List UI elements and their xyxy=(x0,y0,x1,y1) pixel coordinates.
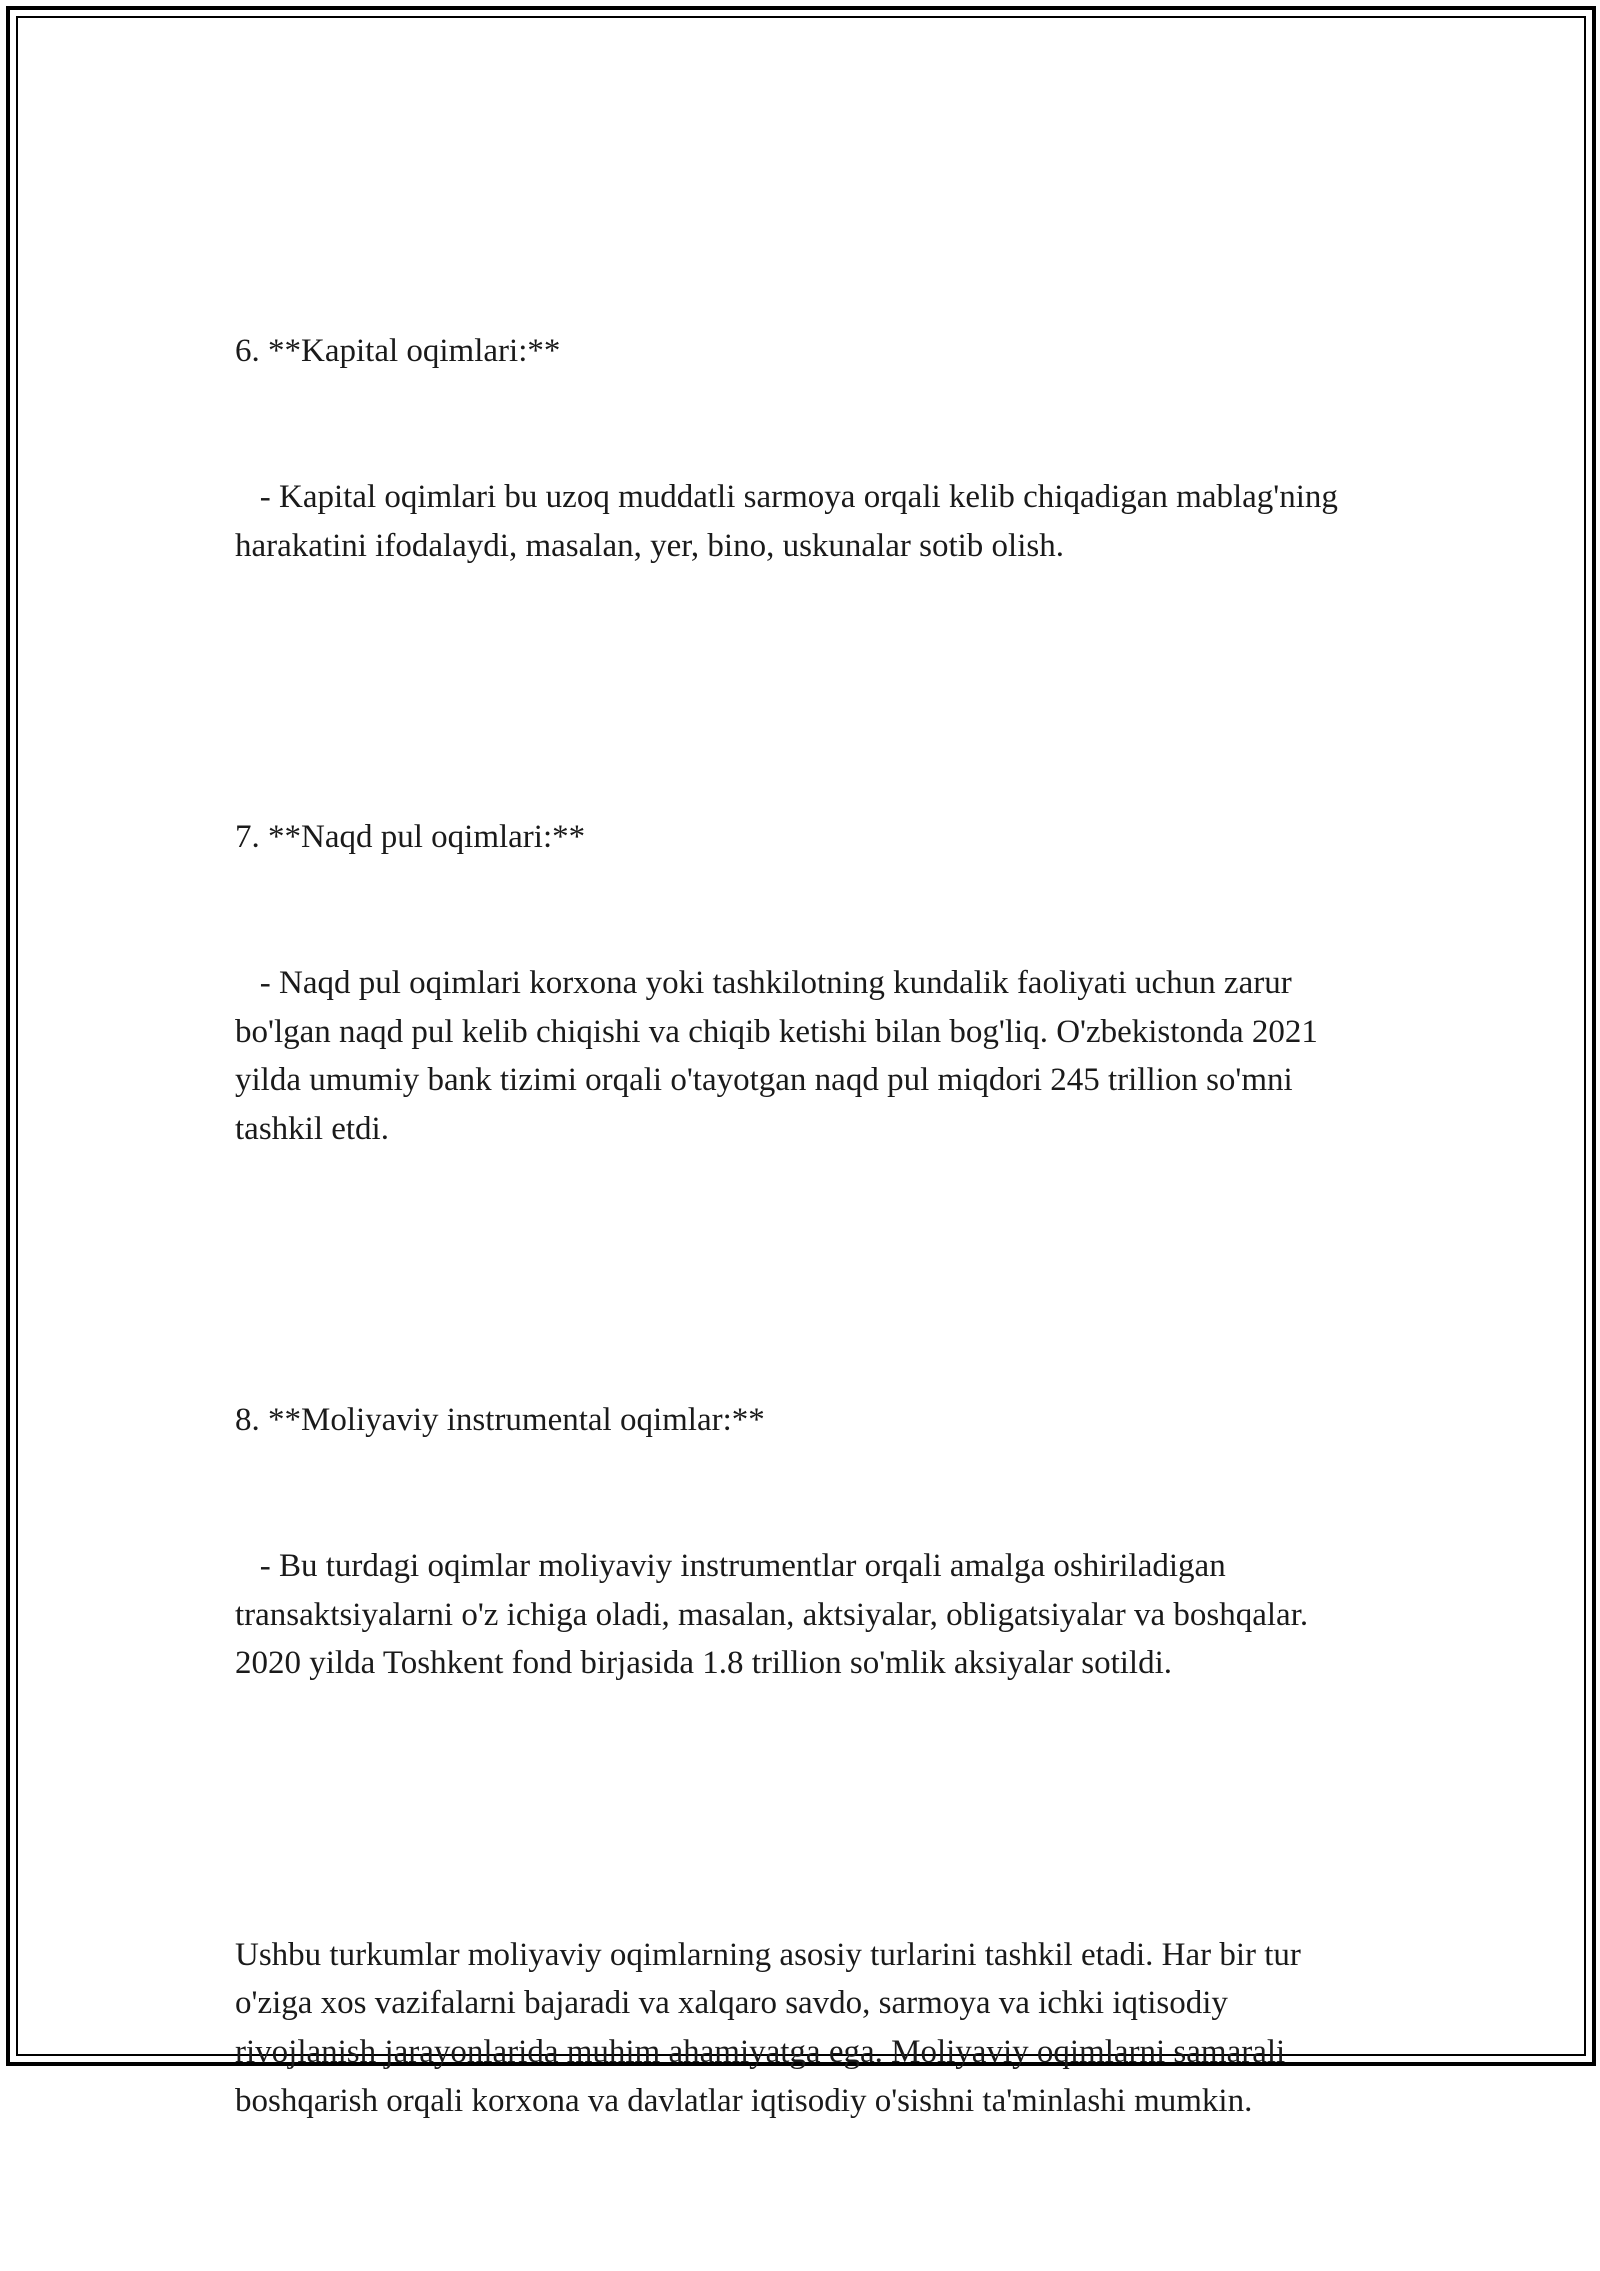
section-moliyaviy-instrumental-oqimlar xyxy=(235,1299,1365,1785)
section-text: - Bu turdagi oqimlar moliyaviy instrumentlar orqali amalga oshiriladigan transaktsiyalarni o'z ichiga oladi, masalan, aktsiyalar, obligatsiyalar va boshqalar. 2020 yilda Toshkent fond birjasida 1.8 trillion so'mlik aksiyalar sotildi. xyxy=(235,1548,1317,1682)
section-heading: 8. **Moliyaviy instrumental oqimlar:** xyxy=(235,1402,765,1439)
conclusion-paragraph xyxy=(235,1834,1365,2223)
document-body xyxy=(235,230,1365,2271)
section-heading: 7. **Naqd pul oqimlari:** xyxy=(235,819,586,856)
section-heading: 6. **Kapital oqimlari:** xyxy=(235,333,561,370)
section-text: - Kapital oqimlari bu uzoq muddatli sarmoya orqali kelib chiqadigan mablag'ning harakatini ifodalaydi, masalan, yer, bino, uskunalar sotib olish. xyxy=(235,478,1347,564)
conclusion-text: Ushbu turkumlar moliyaviy oqimlarning asosiy turlarini tashkil etadi. Har bir tur o'ziga xos vazifalarni bajaradi va xalqaro savdo, sarmoya va ichki iqtisodiy rivojlanish jarayonlarida muhim ahamiyatga ega. Moliyaviy oqimlarni samarali boshqarish orqali korxona va davlatlar iqtisodiy o'sishni ta'minlashi mumkin. xyxy=(235,1936,1310,2119)
section-naqd-pul-oqimlari xyxy=(235,716,1365,1251)
section-text: - Naqd pul oqimlari korxona yoki tashkilotning kundalik faoliyati uchun zarur bo'lgan naqd pul kelib chiqishi va chiqib ketishi bilan bog'liq. O'zbekistonda 2021 yilda umumiy bank tizimi orqali o'tayotgan naqd pul miqdori 245 trillion so'mni tashkil etdi. xyxy=(235,964,1327,1147)
section-kapital-oqimlari xyxy=(235,230,1365,667)
